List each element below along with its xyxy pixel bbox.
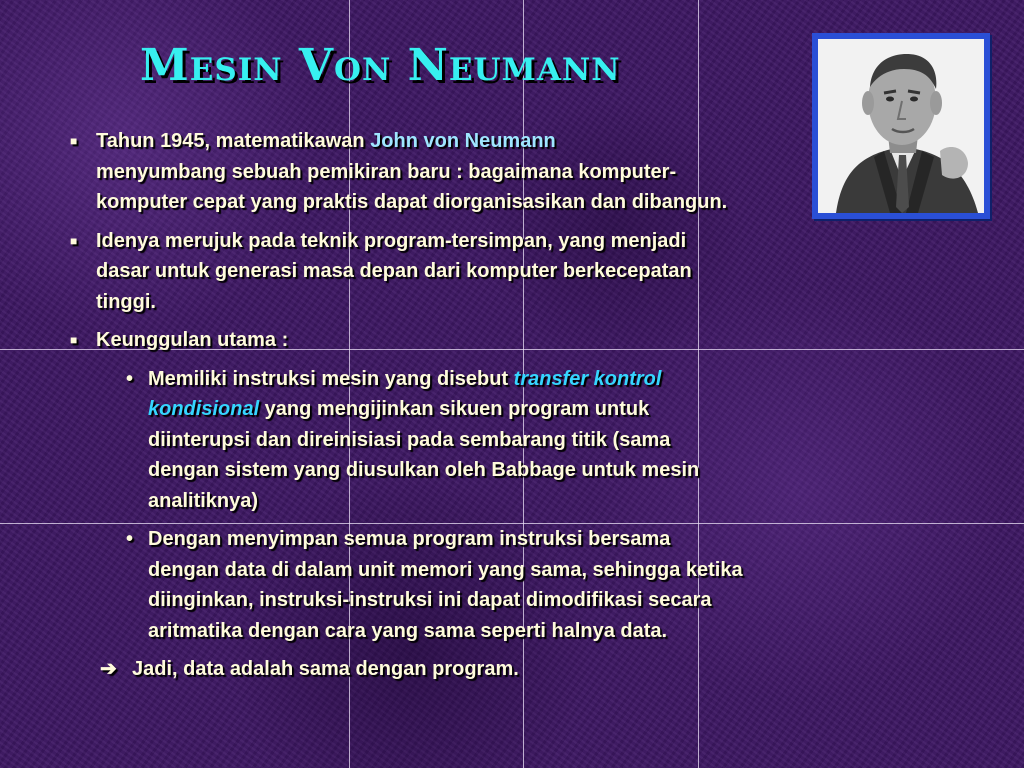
bullet-line: komputer cepat yang praktis dapat diorganisasikan dan dibangun. bbox=[96, 191, 728, 213]
bullet-line: Tahun 1945, matematikawan John von Neumann bbox=[96, 130, 556, 152]
bullet-line: dengan data di dalam unit memori yang sama, sehingga ketika bbox=[148, 558, 743, 581]
highlight-name: John von Neumann bbox=[370, 130, 556, 152]
bullet-line: menyumbang sebuah pemikiran baru : bagaimana komputer- bbox=[96, 160, 677, 183]
bullet-line: analitiknya) bbox=[148, 489, 259, 512]
highlight-term: kondisional bbox=[148, 398, 260, 420]
bullet-line: Memiliki instruksi mesin yang disebut transfer kontrol bbox=[148, 367, 662, 390]
bullet-line: dasar untuk generasi masa depan dari komputer berkecepatan bbox=[96, 260, 692, 282]
bullet-line: kondisional yang mengijinkan sikuen program untuk bbox=[148, 398, 650, 420]
square-bullet-icon: ■ bbox=[70, 134, 78, 148]
square-bullet-icon: ■ bbox=[70, 233, 78, 248]
square-bullet-icon: ■ bbox=[70, 333, 78, 347]
bullet-item bbox=[70, 126, 930, 218]
bullet-line: aritmatika dengan cara yang sama seperti halnya data. bbox=[148, 619, 668, 642]
sub-bullet-item bbox=[70, 364, 930, 517]
bullet-line: Keunggulan utama : bbox=[96, 329, 289, 351]
bullet-item bbox=[70, 226, 930, 318]
sub-bullet-item bbox=[70, 524, 930, 646]
conclusion bbox=[70, 654, 930, 685]
bullet-line: dengan sistem yang diusulkan oleh Babbage untuk mesin bbox=[148, 459, 700, 481]
dot-bullet-icon: • bbox=[126, 528, 134, 550]
bullet-line: diinterupsi dan direinisiasi pada sembarang titik (sama bbox=[148, 428, 671, 451]
bullet-line: Idenya merujuk pada teknik program-tersimpan, yang menjadi bbox=[96, 229, 687, 252]
bullet-line: Dengan menyimpan semua program instruksi bersama bbox=[148, 528, 671, 550]
highlight-term: transfer kontrol bbox=[513, 367, 662, 390]
bullet-line: tinggi. bbox=[96, 290, 156, 313]
bullet-item bbox=[70, 325, 930, 356]
dot-bullet-icon: • bbox=[126, 367, 134, 390]
conclusion-text: Jadi, data adalah sama dengan program. bbox=[132, 658, 519, 680]
slide-title: Mesin Von Neumann bbox=[140, 40, 621, 91]
arrow-right-icon: ➔ bbox=[100, 658, 117, 680]
slide-body bbox=[70, 126, 930, 685]
bullet-line: diinginkan, instruksi-instruksi ini dapat dimodifikasi secara bbox=[148, 589, 712, 611]
